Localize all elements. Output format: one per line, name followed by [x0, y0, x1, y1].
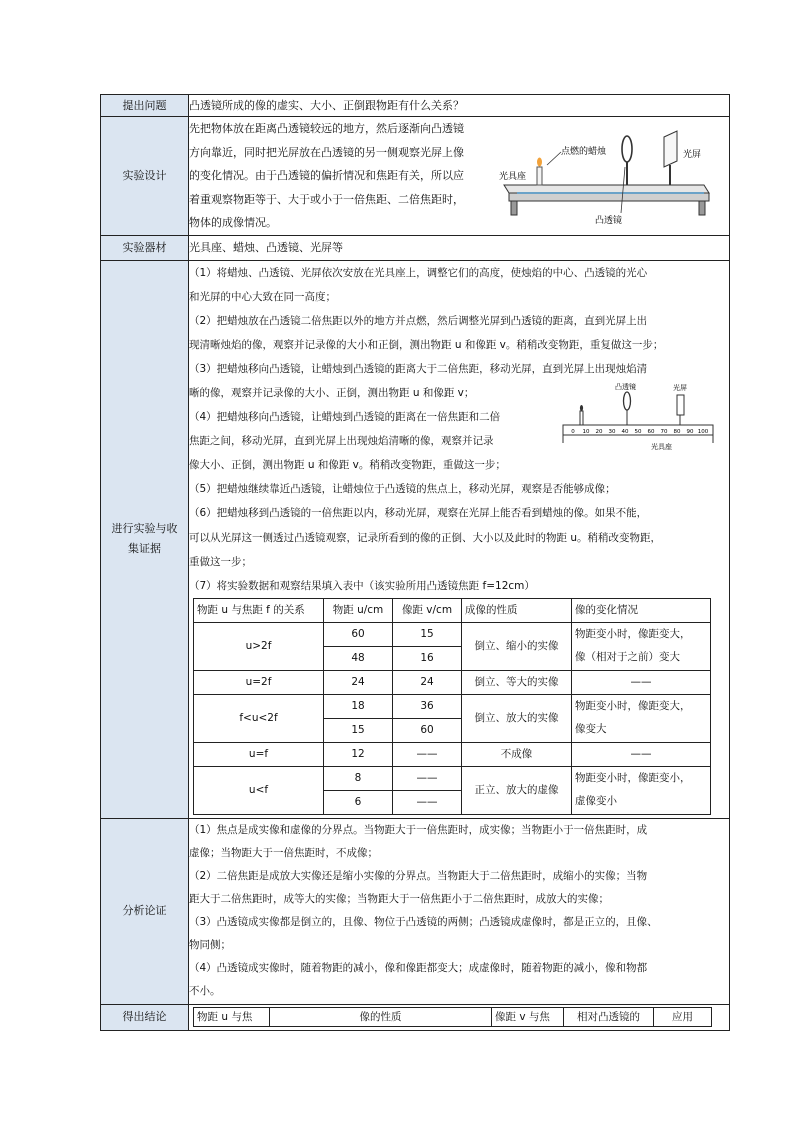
scale-tick-label: 10 [582, 428, 590, 435]
analysis-line: 不小。 [189, 984, 221, 997]
image-property-cell: 倒立、缩小的实像 [462, 622, 572, 670]
header-cell: 像距 v/cm [393, 598, 462, 622]
scale-tick-label: 30 [608, 428, 616, 435]
lens-label: 凸透镜 [595, 216, 623, 226]
bench-scale-figure [559, 381, 719, 456]
header-cell: 成像的性质 [462, 598, 572, 622]
small-lens-icon [624, 392, 631, 410]
data-table [193, 598, 711, 815]
question-row [101, 95, 730, 117]
image-distance-cell: 24 [393, 670, 462, 694]
scale-tick-label: 70 [660, 428, 668, 435]
question-label: 提出问题 [101, 95, 189, 117]
object-distance-cell: 6 [324, 790, 393, 814]
data-table-body [194, 598, 711, 814]
header-cell: 像的变化情况 [572, 598, 711, 622]
analysis-line: 虚像；当物距大于一倍焦距时，不成像； [189, 846, 378, 859]
step-line: 和光屏的中心大致在同一高度； [189, 290, 336, 303]
step-line: 像大小、正倒，测出物距 u 和像距 v。稍稍改变物距，重做这一步； [189, 459, 506, 472]
procedure-label [101, 260, 189, 818]
equipment-row [101, 235, 730, 260]
conclusion-header-cell: 应用 [654, 1007, 712, 1026]
candle-flame-icon [537, 158, 542, 167]
conclusion-header-cell: 相对凸透镜的 [564, 1007, 654, 1026]
small-screen-icon [677, 395, 684, 415]
optical-bench-figure [499, 127, 724, 227]
scale-tick-label: 20 [595, 428, 603, 435]
bench-leg-right [699, 201, 705, 215]
question-content: 凸透镜所成的像的虚实、大小、正倒跟物距有什么关系？ [189, 95, 730, 117]
header-cell: 物距 u/cm [324, 598, 393, 622]
data-row [194, 670, 711, 694]
image-distance-cell: 15 [393, 622, 462, 646]
design-row [101, 117, 730, 236]
step-line: 重做这一步； [189, 555, 252, 568]
step-line: 晰的像，观察并记录像的大小、正倒，测出物距 u 和像距 v； [189, 386, 475, 399]
object-distance-cell: 18 [324, 694, 393, 718]
analysis-line: 物同侧； [189, 938, 231, 951]
object-distance-cell: 15 [324, 718, 393, 742]
design-line: 的变化情况。由于凸透镜的偏折情况和焦距有关，所以应 [189, 169, 464, 182]
step-line: （6）把蜡烛移到凸透镜的一倍焦距以内，移动光屏，观察在光屏上能否看到蜡烛的像。如果不能， [189, 507, 648, 520]
conclusion-label: 得出结论 [101, 1004, 189, 1030]
analysis-line: （3）凸透镜成实像都是倒立的，且像、物位于凸透镜的两侧；凸透镜成虚像时，都是正立的，且像、 [189, 915, 658, 928]
design-line: 先把物体放在距离凸透镜较远的地方，然后逐渐向凸透镜 [189, 122, 464, 135]
data-row [194, 766, 711, 790]
step-line: 可以从光屏这一侧透过凸透镜观察，记录所看到的像的正倒、大小以及此时的物距 u。稍稍改变物距， [189, 531, 661, 544]
image-property-cell: 倒立、放大的实像 [462, 694, 572, 742]
small-bench-label: 光具座 [651, 442, 672, 451]
design-label: 实验设计 [101, 117, 189, 236]
small-flame-icon [580, 405, 583, 411]
scale-tick-label: 40 [621, 428, 629, 435]
image-change-line: 虚像变小 [575, 795, 617, 808]
analysis-label: 分析论证 [101, 818, 189, 1004]
analysis-line: （2）二倍焦距是成放大实像还是缩小实像的分界点。当物距大于二倍焦距时，成缩小的实像；当物 [189, 869, 648, 882]
image-change-cell [572, 742, 711, 766]
bench-body [509, 193, 709, 201]
bench-rail [504, 185, 709, 193]
screen-icon [664, 131, 677, 167]
relation-cell: u>2f [194, 622, 324, 670]
lens-icon [622, 136, 632, 162]
conclusion-row [101, 1004, 730, 1030]
image-distance-cell: —— [393, 790, 462, 814]
image-distance-cell: 60 [393, 718, 462, 742]
step-line: 现清晰烛焰的像，观察并记录像的大小和正倒，测出物距 u 和像距 v。稍稍改变物距，重复做这一步； [189, 338, 664, 351]
image-change-cell [572, 622, 711, 670]
scale-tick-label: 90 [686, 428, 694, 435]
conclusion-table [193, 1007, 712, 1027]
small-screen-label: 光屏 [673, 383, 687, 392]
step-line: （3）把蜡烛移向凸透镜，让蜡烛到凸透镜的距离大于二倍焦距，移动光屏，直到光屏上出现烛焰清 [189, 362, 648, 375]
equipment-content: 光具座、蜡烛、凸透镜、光屏等 [189, 235, 730, 260]
image-change-cell [572, 694, 711, 742]
image-property-cell: 不成像 [462, 742, 572, 766]
small-candle [580, 411, 583, 425]
relation-cell: u=2f [194, 670, 324, 694]
object-distance-cell: 8 [324, 766, 393, 790]
image-change-line: 像变大 [575, 723, 607, 736]
step-line: （4）把蜡烛移向凸透镜，让蜡烛到凸透镜的距离在一倍焦距和二倍 [189, 411, 501, 424]
image-distance-cell: 36 [393, 694, 462, 718]
conclusion-header-row [194, 1007, 712, 1026]
image-change-line: 物距变小时，像距变小， [575, 772, 691, 785]
object-distance-cell: 60 [324, 622, 393, 646]
image-change-line: 像（相对于之前）变大 [575, 651, 680, 664]
step-line: 焦距之间，移动光屏，直到光屏上出现烛焰清晰的像，观察并记录 [189, 435, 494, 448]
object-distance-cell: 48 [324, 646, 393, 670]
design-line: 着重观察物距等于、大于或小于一倍焦距、二倍焦距时， [189, 192, 464, 206]
image-distance-cell: 16 [393, 646, 462, 670]
image-change-line: —— [630, 747, 652, 760]
analysis-row [101, 818, 730, 1004]
header-cell: 物距 u 与焦距 f 的关系 [194, 598, 324, 622]
data-row [194, 742, 711, 766]
equipment-label: 实验器材 [101, 235, 189, 260]
image-property-cell: 倒立、等大的实像 [462, 670, 572, 694]
scale-tick-label: 80 [673, 428, 681, 435]
relation-cell: u=f [194, 742, 324, 766]
step-line: （1）将蜡烛、凸透镜、光屏依次安放在光具座上，调整它们的高度，使烛焰的中心、凸透镜的光心 [189, 266, 648, 279]
bench-label: 光具座 [499, 172, 527, 182]
procedure-label-line: 集证据 [128, 542, 161, 556]
small-lens-label: 凸透镜 [615, 382, 636, 391]
image-change-cell [572, 670, 711, 694]
object-distance-cell: 24 [324, 670, 393, 694]
data-header-row [194, 598, 711, 622]
step-line: （2）把蜡烛放在凸透镜二倍焦距以外的地方并点燃，然后调整光屏到凸透镜的距离，直到光屏上出 [189, 314, 648, 327]
candle-body [537, 167, 542, 185]
scale-tick-label: 0 [571, 428, 575, 435]
design-line: 物体的成像情况。 [189, 216, 277, 229]
step-line: （7）将实验数据和观察结果填入表中（该实验所用凸透镜焦距 f=12cm） [189, 579, 535, 592]
image-change-cell [572, 766, 711, 814]
image-change-line: 物距变小时，像距变大， [575, 700, 691, 713]
analysis-line: （4）凸透镜成实像时，随着物距的减小，像和像距都变大；成虚像时，随着物距的减小，像和物都 [189, 961, 648, 974]
analysis-line: 距大于二倍焦距时，成等大的实像；当物距大于一倍焦距小于二倍焦距时，成放大的实像； [189, 892, 609, 905]
image-distance-cell: —— [393, 742, 462, 766]
bench-leg-left [511, 201, 517, 215]
scale-tick-label: 60 [647, 428, 655, 435]
scale-tick-label: 50 [634, 428, 642, 435]
conclusion-header-cell: 像的性质 [270, 1007, 492, 1026]
candle-label: 点燃的蜡烛 [561, 147, 607, 157]
procedure-label-line: 进行实验与收 [111, 522, 178, 536]
conclusion-header-cell: 物距 u 与焦 [194, 1007, 270, 1026]
image-change-line: 物距变小时，像距变大， [575, 628, 691, 641]
object-distance-cell: 12 [324, 742, 393, 766]
conclusion-header-cell: 像距 v 与焦 [492, 1007, 564, 1026]
lab-report-table [100, 94, 729, 1024]
step-line: （5）把蜡烛继续靠近凸透镜，让蜡烛位于凸透镜的焦点上，移动光屏，观察是否能够成像； [189, 483, 616, 496]
design-text [189, 117, 489, 235]
candle-pointer [547, 152, 561, 165]
image-distance-cell: —— [393, 766, 462, 790]
data-row [194, 694, 711, 718]
relation-cell: f<u<2f [194, 694, 324, 742]
scale-tick-label: 100 [697, 428, 709, 435]
relation-cell: u<f [194, 766, 324, 814]
image-change-line: —— [630, 675, 652, 688]
analysis-line: （1）焦点是成实像和虚像的分界点。当物距大于一倍焦距时，成实像；当物距小于一倍焦距时，成 [189, 823, 648, 836]
data-row [194, 622, 711, 646]
procedure-row [101, 260, 730, 818]
image-property-cell: 正立、放大的虚像 [462, 766, 572, 814]
screen-label: 光屏 [683, 150, 702, 160]
design-line: 方向靠近，同时把光屏放在凸透镜的另一侧观察光屏上像 [189, 145, 464, 159]
